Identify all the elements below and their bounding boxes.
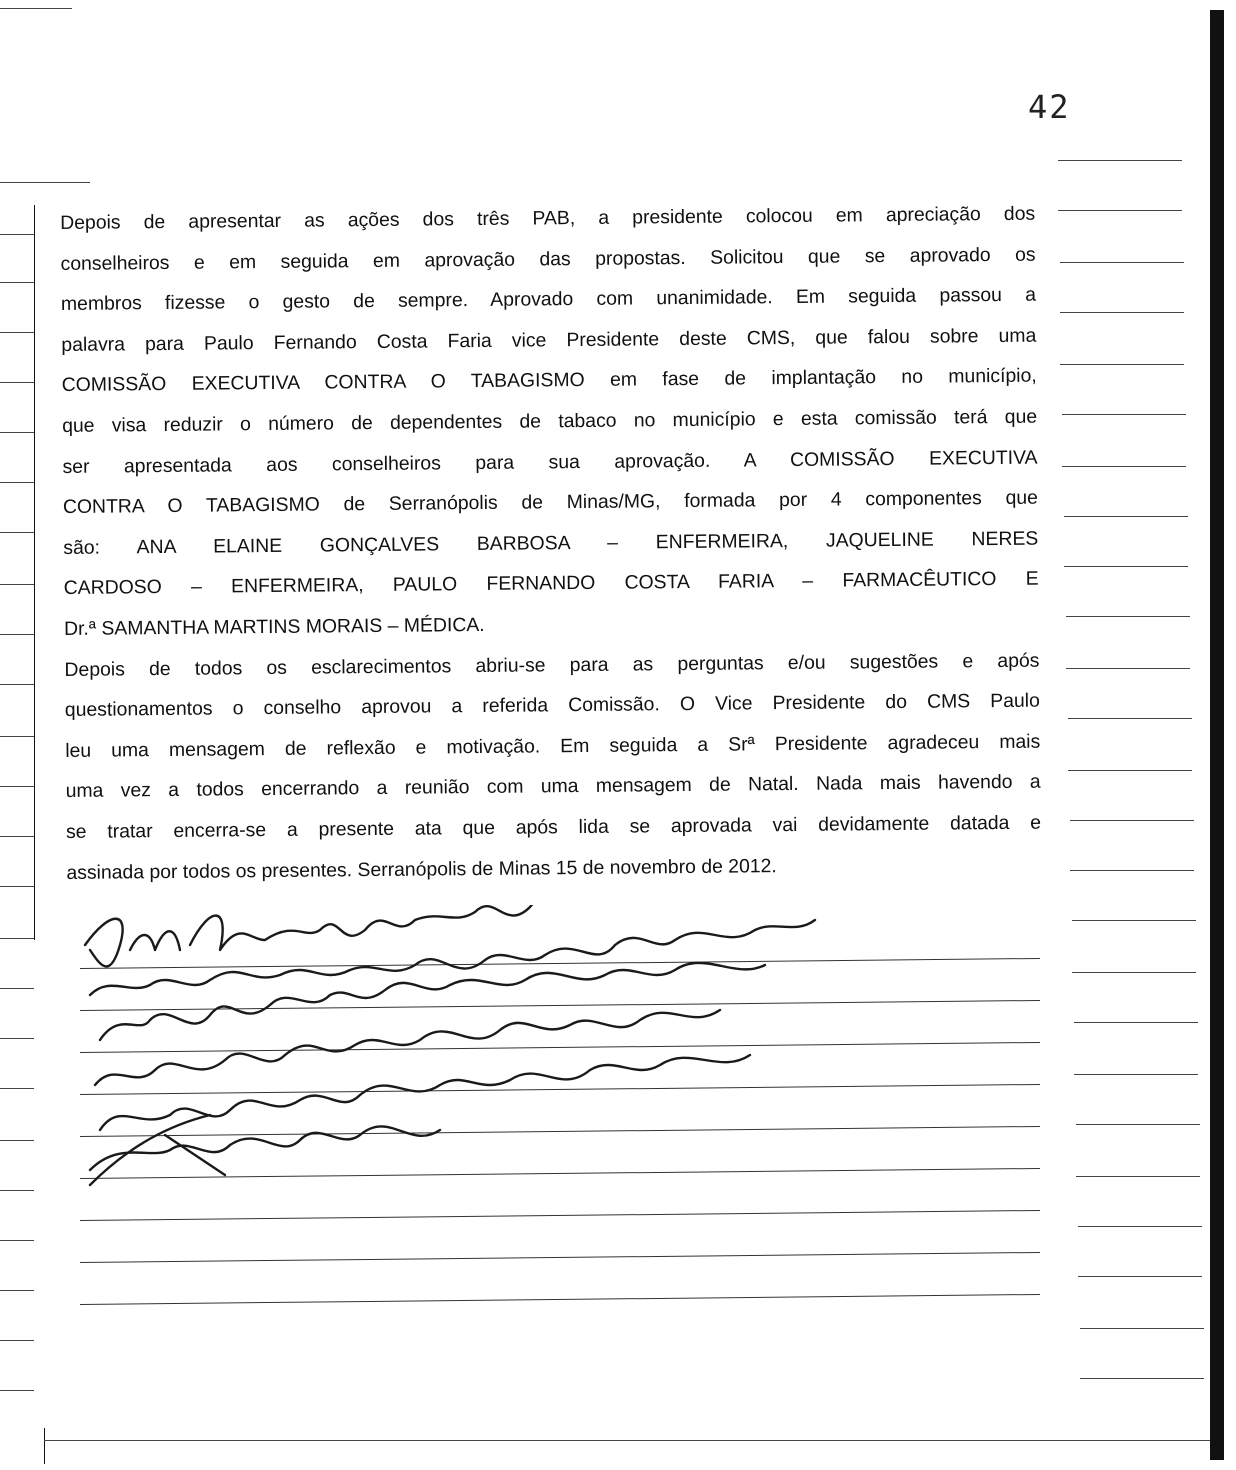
text-line: conselheiros e em seguida em aprovação das propostas. Solicitou que se aprovado os bbox=[60, 243, 1036, 275]
text-line: COMISSÃO EXECUTIVA CONTRA O TABAGISMO em fase de implantação no município, bbox=[61, 365, 1037, 397]
margin-tick bbox=[0, 786, 34, 787]
bottom-corner-mark bbox=[44, 1428, 45, 1464]
margin-tick bbox=[1074, 1022, 1198, 1023]
margin-tick bbox=[1060, 364, 1184, 365]
margin-tick bbox=[0, 684, 34, 685]
bottom-border-line bbox=[44, 1440, 1214, 1441]
margin-tick bbox=[1062, 414, 1186, 415]
page-number: 42 bbox=[1028, 88, 1071, 126]
margin-tick bbox=[0, 432, 34, 433]
text-line: ser apresentada aos conselheiros para sua aprovação. A COMISSÃO EXECUTIVA bbox=[62, 446, 1038, 478]
signature-rule bbox=[80, 1252, 1040, 1263]
margin-tick bbox=[1070, 820, 1194, 821]
margin-tick bbox=[1060, 262, 1184, 263]
margin-tick bbox=[1072, 920, 1196, 921]
margin-tick bbox=[0, 332, 34, 333]
margin-tick bbox=[1060, 312, 1184, 313]
signature-rule bbox=[80, 1294, 1040, 1305]
text-line: CONTRA O TABAGISMO de Serranópolis de Minas/MG, formada por 4 componentes que bbox=[62, 486, 1038, 519]
text-line: são: ANA ELAINE GONÇALVES BARBOSA – ENFERMEIRA, JAQUELINE NERES bbox=[63, 527, 1039, 559]
margin-tick bbox=[1076, 1124, 1200, 1125]
margin-tick bbox=[0, 234, 34, 235]
margin-tick bbox=[0, 532, 34, 533]
text-line: Depois de todos os esclarecimentos abriu-se para as perguntas e/ou sugestões e após bbox=[64, 649, 1040, 681]
text-line: uma vez a todos encerrando a reunião com uma mensagem de Natal. Nada mais havendo a bbox=[65, 770, 1041, 803]
margin-tick bbox=[1068, 718, 1192, 719]
margin-tick bbox=[0, 1190, 34, 1191]
margin-tick bbox=[0, 886, 34, 887]
margin-tick bbox=[0, 584, 34, 585]
margin-tick bbox=[0, 382, 34, 383]
text-line: que visa reduzir o número de dependentes de tabaco no município e esta comissão terá que bbox=[62, 405, 1038, 437]
margin-tick bbox=[0, 836, 34, 837]
margin-tick bbox=[1066, 668, 1190, 669]
right-binding-bar bbox=[1210, 10, 1224, 1460]
margin-tick bbox=[0, 1390, 34, 1391]
margin-tick bbox=[1062, 466, 1186, 467]
handwritten-signatures bbox=[70, 905, 1060, 1215]
margin-tick bbox=[1072, 972, 1196, 973]
margin-tick bbox=[1080, 1328, 1204, 1329]
text-line: assinada por todos os presentes. Serranópolis de Minas 15 de novembro de 2012. bbox=[66, 854, 777, 884]
margin-tick bbox=[0, 482, 34, 483]
text-line: palavra para Paulo Fernando Costa Faria vice Presidente deste CMS, que falou sobre uma bbox=[61, 324, 1037, 356]
text-line: questionamentos o conselho aprovou a referida Comissão. O Vice Presidente do CMS Paulo bbox=[64, 689, 1040, 722]
margin-tick bbox=[0, 1340, 34, 1341]
text-line: Depois de apresentar as ações dos três PAB, a presidente colocou em apreciação dos bbox=[60, 202, 1036, 234]
margin-tick bbox=[0, 1088, 34, 1089]
text-line: membros fizesse o gesto de sempre. Aprovado com unanimidade. Em seguida passou a bbox=[60, 283, 1037, 316]
margin-tick bbox=[0, 736, 34, 737]
margin-tick bbox=[0, 282, 34, 283]
left-margin-line bbox=[34, 205, 35, 940]
margin-tick bbox=[1080, 1378, 1204, 1379]
margin-tick bbox=[0, 1240, 34, 1241]
margin-tick bbox=[1078, 1276, 1202, 1277]
margin-tick bbox=[1058, 210, 1182, 211]
margin-tick bbox=[0, 938, 34, 939]
margin-tick bbox=[1070, 870, 1194, 871]
margin-tick bbox=[0, 1290, 34, 1291]
text-line: leu uma mensagem de reflexão e motivação. Em seguida a Srª Presidente agradeceu mais bbox=[65, 730, 1041, 762]
margin-tick bbox=[1078, 1226, 1202, 1227]
margin-tick bbox=[1068, 770, 1192, 771]
margin-tick bbox=[1064, 516, 1188, 517]
text-line: Dr.ª SAMANTHA MARTINS MORAIS – MÉDICA. bbox=[63, 613, 485, 640]
text-line: se tratar encerra-se a presente ata que após lida se aprovada vai devidamente datada e bbox=[65, 811, 1042, 843]
margin-tick bbox=[0, 1038, 34, 1039]
margin-tick bbox=[1076, 1176, 1200, 1177]
margin-tick bbox=[0, 182, 90, 183]
margin-tick bbox=[0, 8, 72, 9]
margin-tick bbox=[1066, 616, 1190, 617]
meeting-minutes-text bbox=[60, 194, 1042, 893]
margin-tick bbox=[0, 988, 34, 989]
margin-tick bbox=[0, 634, 34, 635]
margin-tick bbox=[1058, 160, 1182, 161]
margin-tick bbox=[0, 1140, 34, 1141]
text-line: CARDOSO – ENFERMEIRA, PAULO FERNANDO COSTA FARIA – FARMACÊUTICO E bbox=[63, 567, 1039, 600]
margin-tick bbox=[1074, 1074, 1198, 1075]
margin-tick bbox=[1064, 566, 1188, 567]
